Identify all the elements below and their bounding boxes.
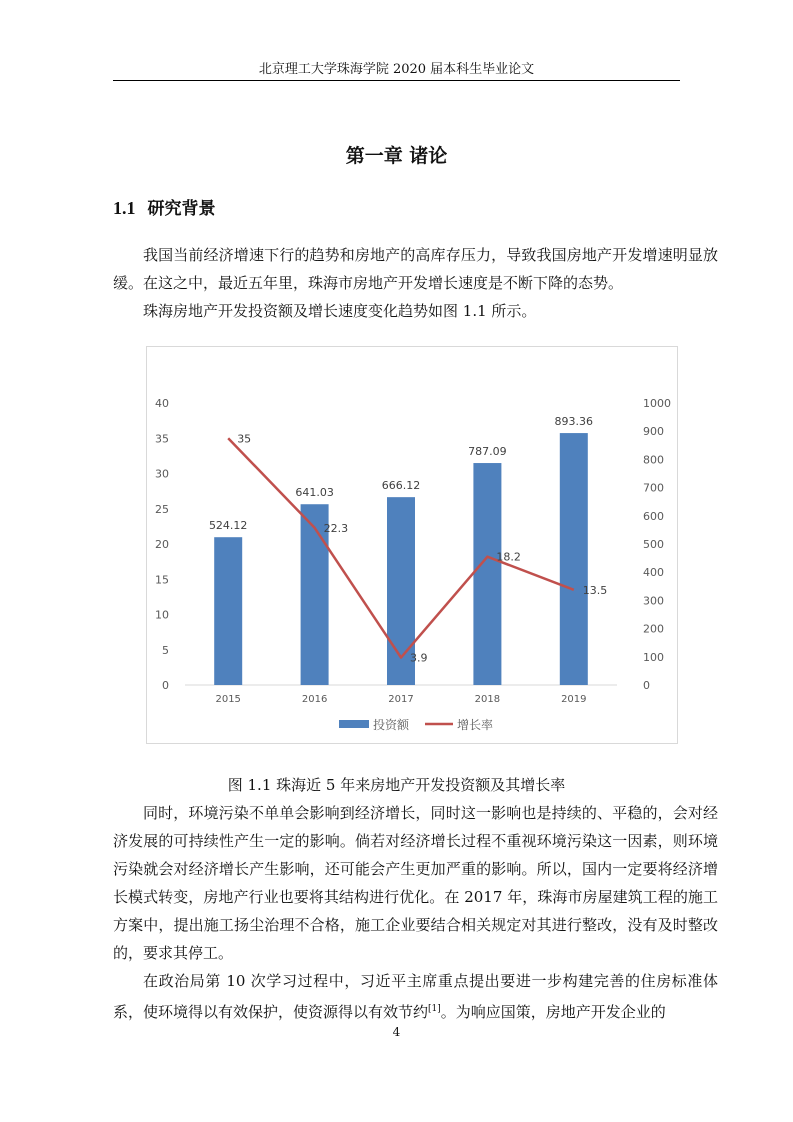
y-left-tick-label: 20 — [155, 538, 169, 551]
x-tick-label: 2019 — [561, 694, 587, 705]
x-tick-label: 2017 — [388, 694, 414, 705]
section-number: 1.1 — [113, 198, 136, 218]
paragraph — [113, 967, 718, 1026]
line-data-label: 13.5 — [582, 583, 608, 597]
x-tick-label: 2015 — [215, 694, 241, 705]
y-left-tick-label: 0 — [162, 679, 169, 692]
y-left-tick-label: 15 — [155, 573, 169, 587]
chart-figure — [146, 346, 678, 744]
body-text — [113, 799, 718, 1026]
section-heading — [113, 194, 216, 219]
citation[interactable]: [1] — [428, 1004, 441, 1014]
x-tick-label: 2016 — [301, 694, 328, 705]
chapter-title: 第一章 诸论 — [345, 145, 448, 167]
y-right-tick-label: 300 — [643, 594, 664, 608]
bar — [473, 463, 501, 685]
combo-chart — [147, 347, 677, 743]
y-right-tick-label: 0 — [643, 679, 650, 692]
y-left-tick-label: 25 — [155, 502, 169, 516]
y-left-tick-label: 10 — [155, 608, 169, 622]
y-right-tick-label: 600 — [643, 509, 664, 523]
bar-data-label: 524.12 — [208, 519, 248, 533]
running-header: 北京理工大学珠海学院 2020 届本科生毕业论文 — [258, 62, 535, 77]
paragraph-text: 。为响应国策，房地产开发企业的 — [440, 1003, 666, 1021]
y-right-tick-label: 700 — [643, 481, 664, 495]
bar-data-label: 641.03 — [295, 486, 334, 500]
bar-data-label: 666.12 — [381, 479, 421, 493]
bar-data-label: 787.09 — [468, 445, 507, 459]
y-right-tick-label: 200 — [643, 622, 664, 636]
y-right-tick-label: 900 — [643, 425, 664, 439]
legend-label: 增长率 — [457, 718, 494, 732]
y-left-tick-label: 35 — [155, 432, 169, 446]
y-right-tick-label: 500 — [643, 538, 664, 551]
page-number: 4 — [392, 1025, 401, 1039]
bar — [560, 433, 588, 685]
intro-text — [113, 241, 718, 325]
paragraph-text: 在政治局第 10 次学习过程中，习近平主席重点提出要进一步构建完善的住房标准体系，使环境得以有效保护，使资源得以有效节约 — [113, 972, 718, 1021]
y-right-tick-label: 800 — [643, 453, 664, 467]
y-right-tick-label: 1000 — [643, 397, 671, 410]
legend-label: 投资额 — [373, 718, 410, 732]
y-right-tick-label: 400 — [643, 566, 664, 580]
y-right-tick-label: 100 — [643, 650, 664, 664]
line-data-label: 22.3 — [323, 521, 349, 535]
y-left-tick-label: 30 — [155, 467, 169, 481]
line-data-label: 3.9 — [410, 651, 428, 665]
paragraph: 珠海房地产开发投资额及增长速度变化趋势如图 1.1 所示。 — [143, 302, 537, 320]
paragraph: 同时，环境污染不单单会影响到经济增长，同时这一影响也是持续的、平稳的，会对经济发展的可持续性产生一定的影响。倘若对经济增长过程不重视环境污染这一因素，则环境污染就会对经济增长产生影响，还可能会产生更加严重的影响。所以，国内一定要将经济增长模式转变，房地产行业也要将其结构进行优化。在 2017 年，珠海市房屋建筑工程的施工方案中，提出施工扬尘治理不合格，施工企业要结合相关规定对其进行整改，没有及时整改的，要求其停工。 — [113, 804, 718, 962]
paragraph: 我国当前经济增速下行的趋势和房地产的高库存压力，导致我国房地产开发增速明显放缓。在这之中，最近五年里，珠海市房地产开发增长速度是不断下降的态势。 — [113, 246, 718, 292]
y-left-tick-label: 40 — [155, 397, 169, 410]
line-data-label: 35 — [237, 432, 252, 446]
legend-swatch-bar — [339, 720, 369, 728]
header-rule — [113, 80, 680, 81]
y-left-tick-label: 5 — [162, 643, 169, 657]
section-title: 研究背景 — [147, 199, 216, 219]
bar — [214, 537, 242, 685]
x-tick-label: 2018 — [474, 694, 501, 705]
bar-data-label: 893.36 — [554, 415, 594, 429]
line-data-label: 18.2 — [496, 550, 521, 564]
figure-caption: 图 1.1 珠海近 5 年来房地产开发投资额及其增长率 — [227, 776, 566, 794]
